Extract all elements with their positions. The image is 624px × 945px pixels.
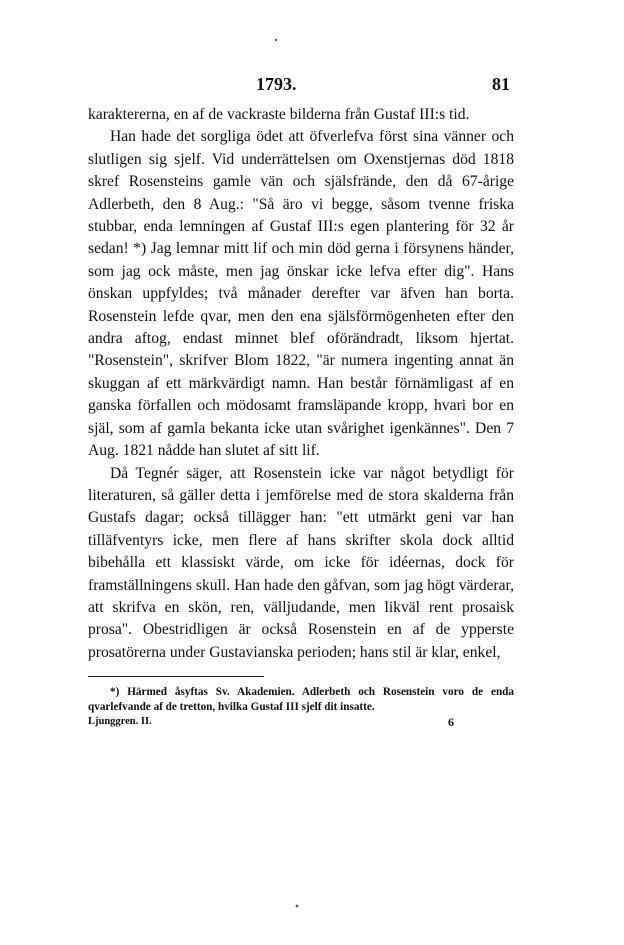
paragraph-tegner: Då Tegnér säger, att Rosenstein icke var något betydligt för literaturen, så gäller detta i jemförelse med de stora skalderna från Gustafs dagar; också tillägger han: "ett utmärkt geni var han tilläfventyrs icke, men flere af hans skrifter skola dock alltid bibehålla ett klassiskt värde, om icke för idéernas, dock för framställningens skull. Han hade den gåfvan, som jag högt värderar, att skrifva en skön, ren, välljudande, men likväl rent prosaisk prosa". Obestridligen är också Rosenstein en af de ypperste prosatörerna under Gustavianska perioden; hans stil är klar, enkel, (88, 464, 514, 661)
sheet-number: 6 (448, 715, 454, 730)
printer-signature (88, 716, 514, 732)
book-page (88, 74, 514, 732)
signature-name: Ljunggren. II. (88, 716, 152, 728)
page-number: 81 (492, 74, 510, 94)
paragraph-continued: karaktererna, en af de vackraste bilderna från Gustaf III:s tid. (88, 106, 470, 123)
paragraph-fate: Han hade det sorgliga ödet att öfverlefva först sina vänner och slutligen sig sjelf. Vid underrättelsen om Oxenstjernas död 1818 skref Rosensteins gamle vän och själsfrände, den då 67-årige Adlerbeth, den 8 Aug.: "Så äro vi begge, såsom tvenne friska stubbar, enda lemningen af Gustaf III:s egen plantering för 32 år sedan! *) Jag lemnar mitt lif och min död gerna i försynens händer, som jag ock måste, men jag önskar icke lefva efter dig". Hans önskan uppfyldes; två månader derefter var äfven han borta. Rosenstein lefde qvar, men den ena själsförmögenheten efter den andra aftog, endast minnet blef oförändradt, liksom hjertat. "Rosenstein", skrifver Blom 1822, "är numera ingenting annat än skuggan af ett märkvärdigt namn. Han består förnämligast af en ganska förfallen och mödosamt framsläpande kropp, hvari bor en själ, som af gamla bekanta icke utan svårighet igenkännes". Den 7 Aug. 1821 nådde han slutet af sitt lif. (88, 128, 514, 460)
speck-bottom (296, 905, 299, 908)
running-header (88, 74, 514, 104)
footnote-rule (88, 676, 264, 677)
footnote: *) Härmed åsyftas Sv. Akademien. Adlerbeth och Rosenstein voro de enda qvarlefvande af de tretton, hvilka Gustaf III sjelf dit insatte. (88, 686, 514, 714)
body-text (88, 104, 514, 664)
header-year: 1793. (256, 74, 297, 94)
speck-top (275, 39, 277, 41)
